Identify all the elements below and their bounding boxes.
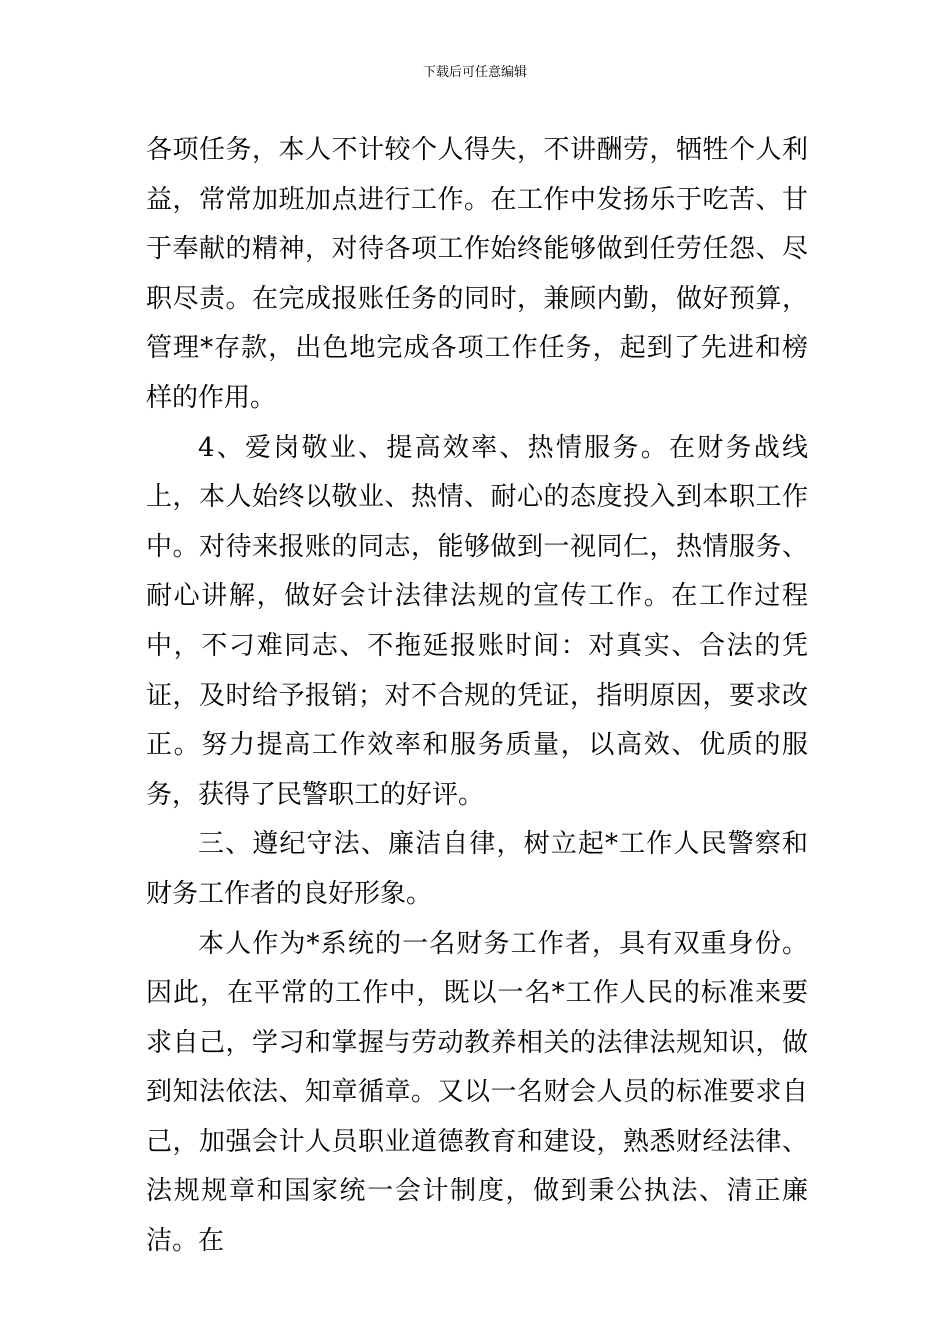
page-header-note: 下载后可任意编辑 — [422, 65, 527, 80]
paragraph-item-4: 4、爱岗敬业、提高效率、热情服务。在财务战线上，本人始终以敬业、热情、耐心的态度投入到本职工作中。对待来报账的同志，能够做到一视同仁，热情服务、耐心讲解，做好会计法律法规的宣传工作。在工作过程中，不刁难同志、不拖延报账时间：对真实、合法的凭证，及时给予报销；对不合规的凭证，指明原因，要求改正。努力提高工作效率和服务质量，以高效、优质的服务，获得了民警职工的好评。 — [146, 432, 808, 810]
document-body — [146, 126, 808, 1267]
paragraph-continuation: 各项任务，本人不计较个人得失，不讲酬劳，牺牲个人利益，常常加班加点进行工作。在工作中发扬乐于吃苦、甘于奉献的精神，对待各项工作始终能够做到任劳任怨、尽职尽责。在完成报账任务的同时，兼顾内勤，做好预算，管理*存款，出色地完成各项工作任务，起到了先进和榜样的作用。 — [146, 135, 808, 413]
paragraph-section-3-body: 本人作为*系统的一名财务工作者，具有双重身份。因此，在平常的工作中，既以一名*工作人民的标准来要求自己，学习和掌握与劳动教养相关的法律法规知识，做到知法依法、知章循章。又以一名财会人员的标准要求自己，加强会计人员职业道德教育和建设，熟悉财经法律、法规规章和国家统一会计制度，做到秉公执法、清正廉洁。在 — [146, 928, 808, 1257]
section-heading-3: 三、遵纪守法、廉洁自律，树立起*工作人民警察和财务工作者的良好形象。 — [146, 829, 808, 909]
